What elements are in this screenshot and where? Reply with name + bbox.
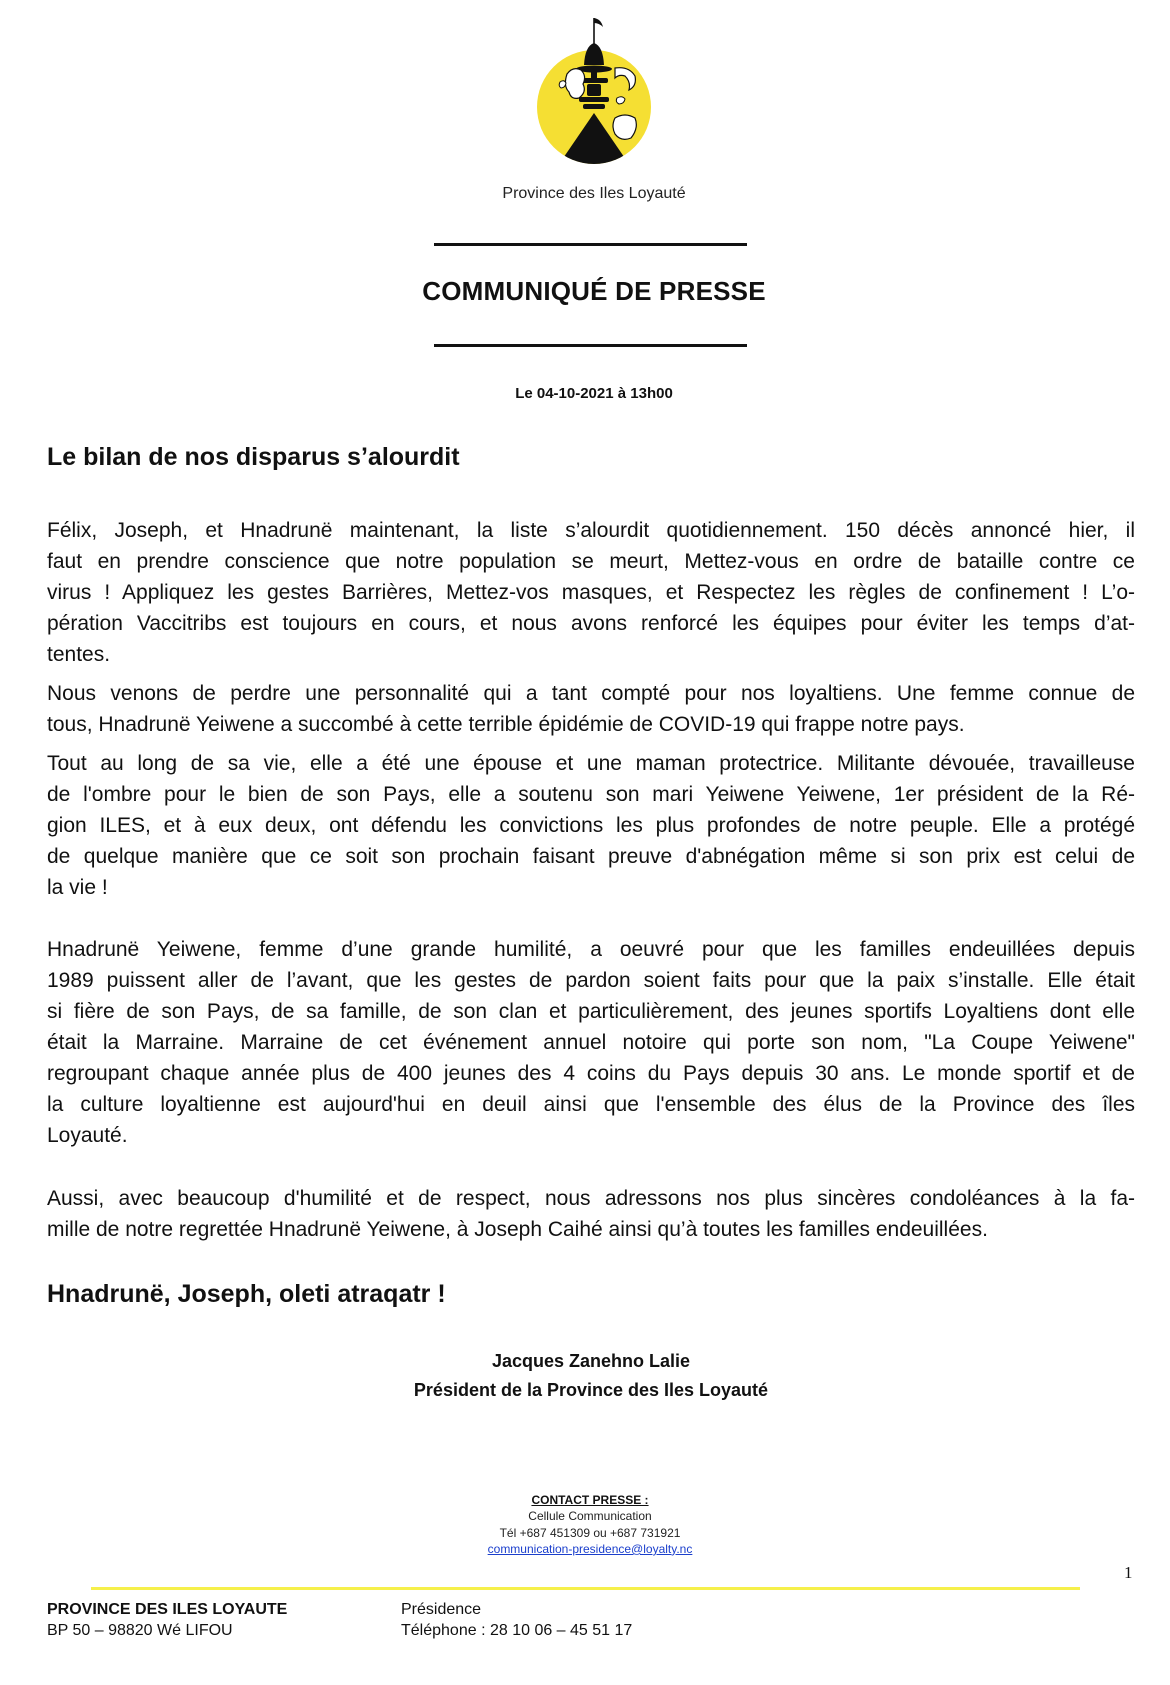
- paragraph-line: Nous venons de perdre une personnalité qui a tant compté pour nos loyaltiens. Une femme connue de: [47, 682, 1135, 705]
- paragraph-line: la vie !: [47, 876, 108, 899]
- contact-phone: Tél +687 451309 ou +687 731921: [499, 1525, 681, 1540]
- article-closing: Hnadrunë, Joseph, oleti atraqatr !: [47, 1280, 446, 1308]
- island-mare-shape: [613, 115, 636, 139]
- press-release-title: COMMUNIQUÉ DE PRESSE: [422, 276, 766, 306]
- footer-address-block: [47, 1599, 287, 1641]
- paragraph-line: gion ILES, et à eux deux, ont défendu les convictions les plus profondes de notre peuple. Elle a protégé: [47, 814, 1135, 837]
- emblem-roof-dome: [584, 43, 604, 65]
- paragraph-line: de l'ombre pour le bien de son Pays, elle a soutenu son mari Yeiwene Yeiwene, 1er président de la Ré-: [47, 783, 1135, 806]
- paragraph-line: si fière de son Pays, de sa famille, de son clan et particulièrement, des jeunes sportifs Loyaltiens dont elle: [47, 1000, 1135, 1023]
- article-paragraph: [47, 748, 1135, 903]
- footer-office: Présidence: [401, 1601, 482, 1618]
- footer-yellow-rule: [91, 1587, 1080, 1590]
- contact-unit: Cellule Communication: [528, 1509, 652, 1524]
- paragraph-line: regroupant chaque année plus de 400 jeunes des 4 coins du Pays depuis 30 ans. Le monde sportif et de: [47, 1062, 1135, 1085]
- page-number: 1: [1124, 1563, 1133, 1582]
- footer-address: BP 50 – 98820 Wé LIFOU: [47, 1622, 233, 1639]
- article-body: [47, 515, 1135, 1245]
- contact-label: CONTACT PRESSE :: [531, 1493, 649, 1507]
- title-rule-bottom: [434, 344, 747, 347]
- footer-org-name: PROVINCE DES ILES LOYAUTE: [47, 1601, 288, 1618]
- emblem-stem: [591, 72, 597, 78]
- paragraph-line: 1989 puissent aller de l’avant, que les gestes de pardon soient faits pour que la paix s’installe. Elle était: [47, 969, 1135, 992]
- paragraph-line: Aussi, avec beaucoup d'humilité et de respect, nous adressons nos plus sincères condoléances à la fa-: [47, 1187, 1135, 1210]
- emblem-figure: [587, 84, 601, 96]
- release-date: Le 04-10-2021 à 13h00: [515, 385, 673, 402]
- paragraph-line: Tout au long de sa vie, elle a été une épouse et une maman protectrice. Militante dévouée, travailleuse: [47, 752, 1135, 775]
- article-paragraph: [47, 515, 1135, 670]
- signature-name: Jacques Zanehno Lalie: [491, 1351, 691, 1371]
- title-rule-top: [434, 243, 747, 246]
- paragraph-line: était la Marraine. Marraine de cet événement annuel notoire qui porte son nom, "La Coupe Yeiwene": [47, 1031, 1135, 1054]
- paragraph-line: Loyauté.: [47, 1124, 128, 1147]
- footer-office-block: [401, 1599, 632, 1641]
- signature-title: Président de la Province des Iles Loyauté: [413, 1380, 769, 1400]
- paragraph-line: de quelque manière que ce soit son prochain faisant preuve d'abnégation même si son prix est celui de: [47, 845, 1135, 868]
- press-contact: [290, 1492, 890, 1557]
- paragraph-line: tentes.: [47, 643, 111, 666]
- paragraph-line: la culture loyaltienne est aujourd'hui en deuil ainsi que l'ensemble des élus de la Province des îles: [47, 1093, 1135, 1116]
- emblem-bar-middle: [579, 97, 609, 102]
- article-headline: Le bilan de nos disparus s’alourdit: [47, 443, 460, 471]
- logo-caption: Province des Iles Loyauté: [502, 185, 686, 202]
- article-paragraph: [47, 678, 1135, 740]
- paragraph-line: mille de notre regrettée Hnadrunë Yeiwene, à Joseph Caihé ainsi qu’à toutes les familles endeuillées.: [47, 1218, 988, 1241]
- paragraph-line: Hnadrunë Yeiwene, femme d’une grande humilité, a oeuvré pour que les familles endeuillées depuis: [47, 938, 1135, 961]
- footer-phone: Téléphone : 28 10 06 – 45 51 17: [401, 1622, 633, 1639]
- paragraph-line: faut en prendre conscience que notre population se meurt, Mettez-vous en ordre de bataille contre ce: [47, 550, 1135, 573]
- contact-email-link[interactable]: communication-presidence@loyalty.nc: [487, 1541, 693, 1556]
- paragraph-line: virus ! Appliquez les gestes Barrières, Mettez-vos masques, et Respectez les règles de confinement ! L’o-: [47, 581, 1135, 604]
- paragraph-line: pération Vaccitribs est toujours en cours, et nous avons renforcé les équipes pour éviter les temps d’at-: [47, 612, 1135, 635]
- emblem-spire-flag: [594, 18, 603, 27]
- emblem-bar-lower: [583, 104, 605, 109]
- article-paragraph: [47, 934, 1135, 1151]
- paragraph-line: tous, Hnadrunë Yeiwene a succombé à cette terrible épidémie de COVID-19 qui frappe notre pays.: [47, 713, 965, 736]
- paragraph-line: Félix, Joseph, et Hnadrunë maintenant, la liste s’alourdit quotidiennement. 150 décès annoncé hier, il: [47, 519, 1135, 542]
- article-paragraph: [47, 1183, 1135, 1245]
- province-emblem-icon: [529, 10, 659, 170]
